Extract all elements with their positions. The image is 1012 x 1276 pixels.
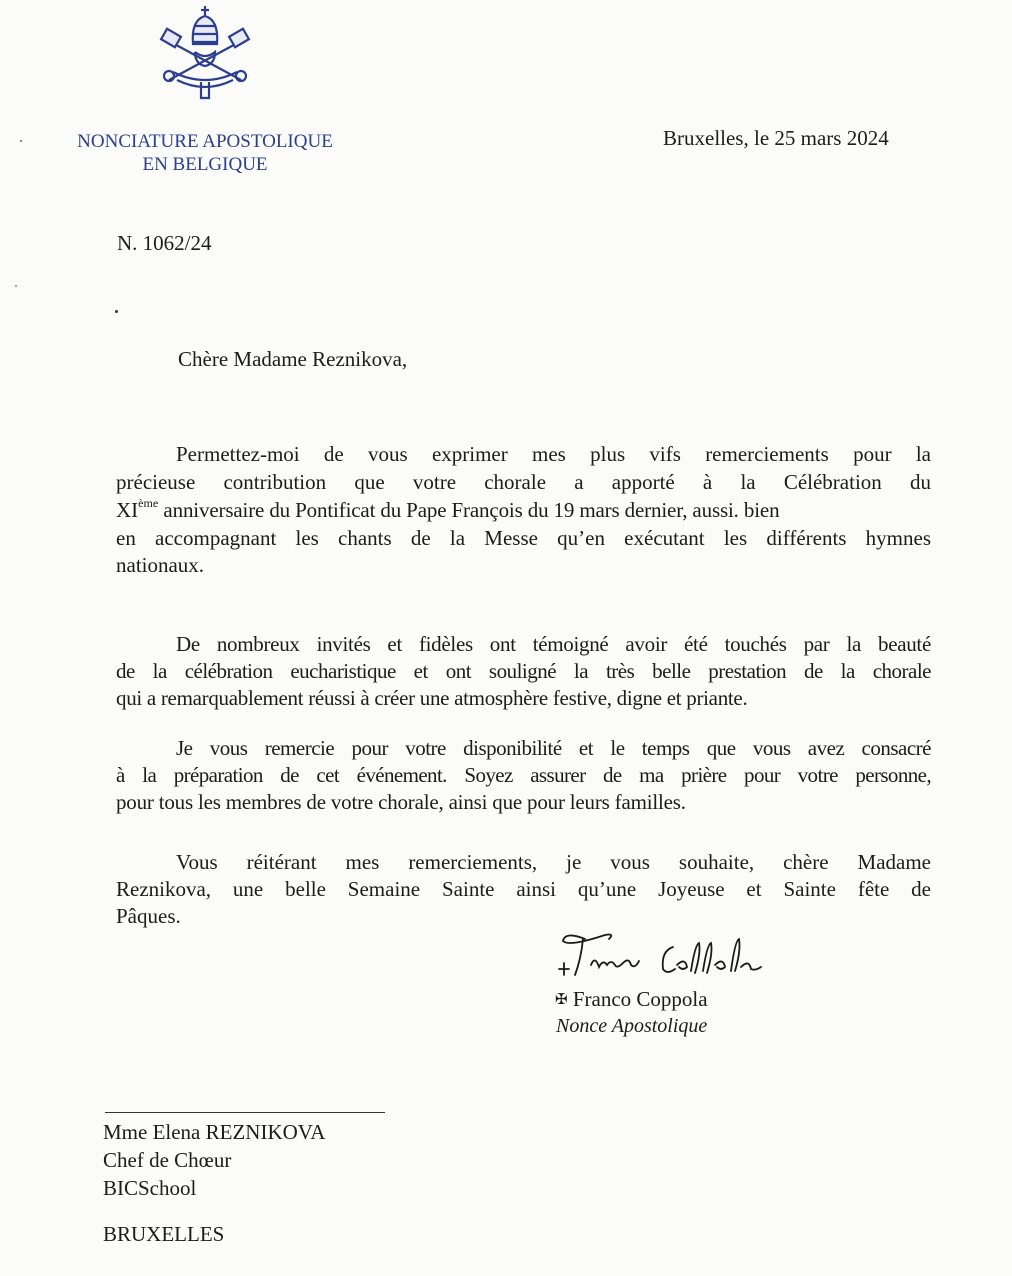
ordinal-roman: XI [116,498,139,522]
body-line-text: anniversaire du Pontificat du Pape François du 19 mars dernier, aussi. bien [163,498,780,522]
body-line: nationaux. [116,553,205,577]
scan-speck [15,285,17,287]
handwritten-signature [545,925,775,987]
letterhead-organization [60,130,350,176]
signatory-title: Nonce Apostolique [556,1015,708,1037]
letter-date: Bruxelles, le 25 mars 2024 [663,126,889,150]
body-line: Pâques. [116,904,181,928]
body-line: De nombreux invités et fidèles ont témoigné avoir été touchés par la beauté [176,632,931,656]
ordinal-sup: ème [138,497,159,510]
signatory-name-text: Franco Coppola [572,987,708,1011]
cross-icon: ✠ [555,992,568,1008]
body-line: précieuse contribution que votre chorale a apporté à la Célébration du [116,470,931,494]
reference-number: N. 1062/24 [117,231,212,255]
recipient-name: Mme Elena REZNIKOVA [103,1120,326,1144]
scan-speck [20,140,22,142]
papal-crest-icon [155,2,255,102]
body-line: de la célébration eucharistique et ont souligné la très belle prestation de la chorale [116,659,931,683]
signatory-name [555,987,708,1012]
body-line: pour tous les membres de votre chorale, ainsi que pour leurs familles. [116,790,686,814]
body-line: qui a remarquablement réussi à créer une atmosphère festive, digne et priante. [116,686,748,710]
divider-line [105,1112,385,1113]
recipient-role: Chef de Chœur [103,1148,232,1172]
recipient-organization: BICSchool [103,1176,197,1200]
body-line: à la préparation de cet événement. Soyez assurer de ma prière pour votre personne, [116,763,931,787]
body-line [116,497,931,523]
scan-speck [115,310,118,313]
body-line: Je vous remercie pour votre disponibilité et le temps que vous avez consacré [176,736,931,760]
body-line: Vous réitérant mes remerciements, je vous souhaite, chère Madame [176,850,931,874]
recipient-city: BRUXELLES [103,1222,225,1246]
body-line: en accompagnant les chants de la Messe qu’en exécutant les différents hymnes [116,526,931,550]
body-line: Reznikova, une belle Semaine Sainte ainsi qu’une Joyeuse et Sainte fête de [116,877,931,901]
letterhead-org-line2: EN BELGIQUE [142,154,268,175]
greeting: Chère Madame Reznikova, [178,347,408,371]
body-line: Permettez-moi de vous exprimer mes plus vifs remerciements pour la [176,442,931,466]
letterhead-org-line1: NONCIATURE APOSTOLIQUE [77,131,333,152]
